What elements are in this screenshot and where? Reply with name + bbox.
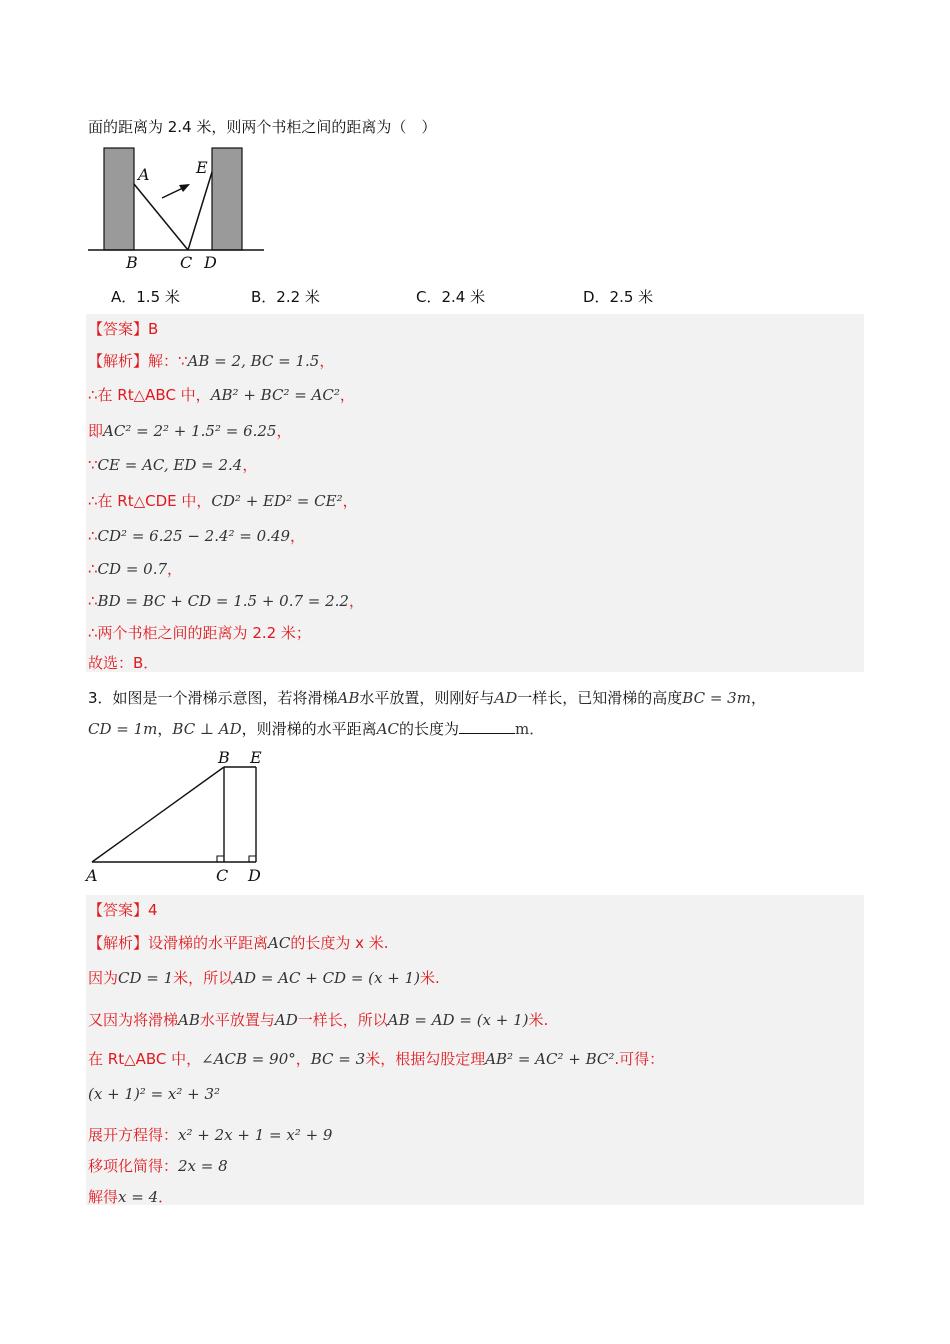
q2-analysis-line-8 (88, 590, 364, 611)
text: 因为 (88, 969, 119, 987)
q3-answer (88, 899, 158, 920)
text: 水平放置，则刚好与 (359, 689, 495, 707)
q3-analysis-line-8 (88, 1186, 173, 1207)
label-d: D (204, 253, 217, 272)
math: AD (274, 1011, 298, 1029)
text: 解得 (88, 1188, 119, 1206)
text: 一样长，已知滑梯的高度 (517, 689, 683, 707)
q3-stem-line-2 (88, 718, 544, 739)
label-a: A (138, 165, 150, 184)
text: 的长度为 (399, 720, 460, 738)
text: 米. (528, 1011, 549, 1029)
math: AB = AD = (x + 1) (387, 1011, 529, 1029)
text: ， (295, 1050, 311, 1068)
arrow-head (179, 184, 190, 192)
math: (x + 1)² = x² + 3² (88, 1085, 221, 1103)
math: AD = AC + CD = (x + 1) (233, 969, 420, 987)
text: 展开方程得： (88, 1126, 179, 1144)
text: .可得： (614, 1050, 665, 1068)
math: x = 4 (118, 1188, 159, 1206)
math: BC = 3m (682, 689, 751, 707)
q3-stem-line-1 (88, 687, 766, 708)
math: 2x = 8 (178, 1157, 228, 1175)
label-e: E (250, 748, 262, 767)
q2-analysis-line-3 (88, 420, 292, 441)
text: ∵ (88, 456, 98, 474)
q2-answer (88, 318, 158, 339)
analysis-label: 【解析】 (88, 934, 149, 952)
text: 解：∵ (148, 352, 188, 370)
text: ， (157, 720, 173, 738)
text: ， (339, 386, 355, 404)
text: 在 Rt△ABC 中， (88, 1050, 202, 1068)
math: x² + 2x + 1 = x² + 9 (178, 1126, 333, 1144)
answer-value: B (148, 320, 159, 338)
math: AB² = AC² + BC² (485, 1050, 615, 1068)
q2-analysis-line-4 (88, 454, 257, 475)
text: ∴在 Rt△CDE 中， (88, 492, 212, 510)
q3-analysis-line-5 (88, 1085, 220, 1103)
math: BC ⊥ AD (172, 720, 242, 738)
text: ∴ (88, 527, 98, 545)
text: 即 (88, 422, 104, 440)
text: 米. (419, 969, 440, 987)
right-bookshelf (212, 148, 242, 250)
q2-analysis-line-6 (88, 525, 305, 546)
text: ， (342, 492, 358, 510)
option-a: A．1.5 米 (111, 288, 180, 306)
text: 水平放置与 (199, 1011, 275, 1029)
text: ， (276, 422, 292, 440)
q2-stem: 面的距离为 2.4 米，则两个书柜之间的距离为（ ） (88, 118, 437, 136)
q3-analysis-line-6 (88, 1124, 332, 1145)
text: ∴ (88, 560, 98, 578)
left-bookshelf (104, 148, 134, 250)
math: AC (376, 720, 399, 738)
math: CD² = 6.25 − 2.4² = 0.49 (97, 527, 291, 545)
text: 米，所以 (173, 969, 234, 987)
q2-analysis-line-2 (88, 384, 355, 405)
label-c: C (180, 253, 193, 272)
text: ． (158, 1188, 174, 1206)
q2-bookshelf-figure (86, 140, 271, 275)
math: AB (337, 689, 360, 707)
q3-analysis-line-1 (88, 932, 389, 953)
math: CD² + ED² = CE² (211, 492, 343, 510)
text: ∴在 Rt△ABC 中， (88, 386, 211, 404)
label-a: A (86, 866, 98, 885)
unit: m． (515, 720, 545, 738)
q2-analysis-line-5 (88, 490, 358, 511)
math: AB = 2, BC = 1.5 (187, 352, 320, 370)
text: 又因为将滑梯 (88, 1011, 179, 1029)
option-d: D．2.5 米 (583, 288, 654, 306)
math: BC = 3 (310, 1050, 366, 1068)
answer-value: 4 (148, 901, 158, 919)
option-c: C．2.4 米 (416, 288, 486, 306)
math: CD = 0.7 (97, 560, 168, 578)
math: CD = 1m (88, 720, 158, 738)
q2-analysis-line-10: 故选：B． (88, 654, 159, 672)
ladder-ce (188, 172, 212, 250)
q3-analysis-line-3 (88, 1009, 548, 1030)
math: BD = BC + CD = 1.5 + 0.7 = 2.2 (97, 592, 349, 610)
math: CD = 1 (118, 969, 174, 987)
label-b: B (218, 748, 230, 767)
answer-label: 【答案】 (88, 901, 149, 919)
text: 一样长，所以 (297, 1011, 388, 1029)
answer-label: 【答案】 (88, 320, 149, 338)
label-c: C (216, 866, 229, 885)
text: 移项化简得： (88, 1157, 179, 1175)
right-angle-c (217, 856, 224, 862)
text: ，则滑梯的水平距离 (241, 720, 377, 738)
ladder-ac (134, 184, 188, 250)
math: AC (268, 934, 291, 952)
text: 3．如图是一个滑梯示意图，若将滑梯 (88, 689, 338, 707)
text: 设滑梯的水平距离 (148, 934, 269, 952)
math: AB (178, 1011, 200, 1029)
label-d: D (248, 866, 261, 885)
text: ， (167, 560, 183, 578)
text: 的长度为 x 米. (290, 934, 389, 952)
right-angle-d (249, 856, 256, 862)
text: ， (348, 592, 364, 610)
q3-analysis-line-2 (88, 967, 440, 988)
label-b: B (126, 253, 138, 272)
math: AD (494, 689, 518, 707)
text: ， (290, 527, 306, 545)
text: ∴ (88, 592, 98, 610)
q3-analysis-line-7 (88, 1155, 228, 1176)
q3-analysis-line-4 (88, 1048, 664, 1069)
q3-slide-figure (80, 745, 280, 890)
math: ∠ACB = 90° (201, 1050, 296, 1068)
option-b: B．2.2 米 (251, 288, 320, 306)
q2-analysis-line-7 (88, 558, 182, 579)
q2-analysis-line-1 (88, 350, 334, 371)
text: ， (319, 352, 335, 370)
math: CE = AC, ED = 2.4 (97, 456, 243, 474)
slide-ab (92, 767, 224, 862)
math: AC² = 2² + 1.5² = 6.25 (103, 422, 277, 440)
label-e: E (196, 158, 208, 177)
analysis-label: 【解析】 (88, 352, 149, 370)
q2-analysis-line-9: ∴两个书柜之间的距离为 2.2 米； (88, 624, 311, 642)
math: AB² + BC² = AC² (210, 386, 340, 404)
text: ， (242, 456, 258, 474)
text: 米，根据勾股定理 (365, 1050, 486, 1068)
text: ， (750, 689, 766, 707)
answer-blank (459, 719, 515, 734)
